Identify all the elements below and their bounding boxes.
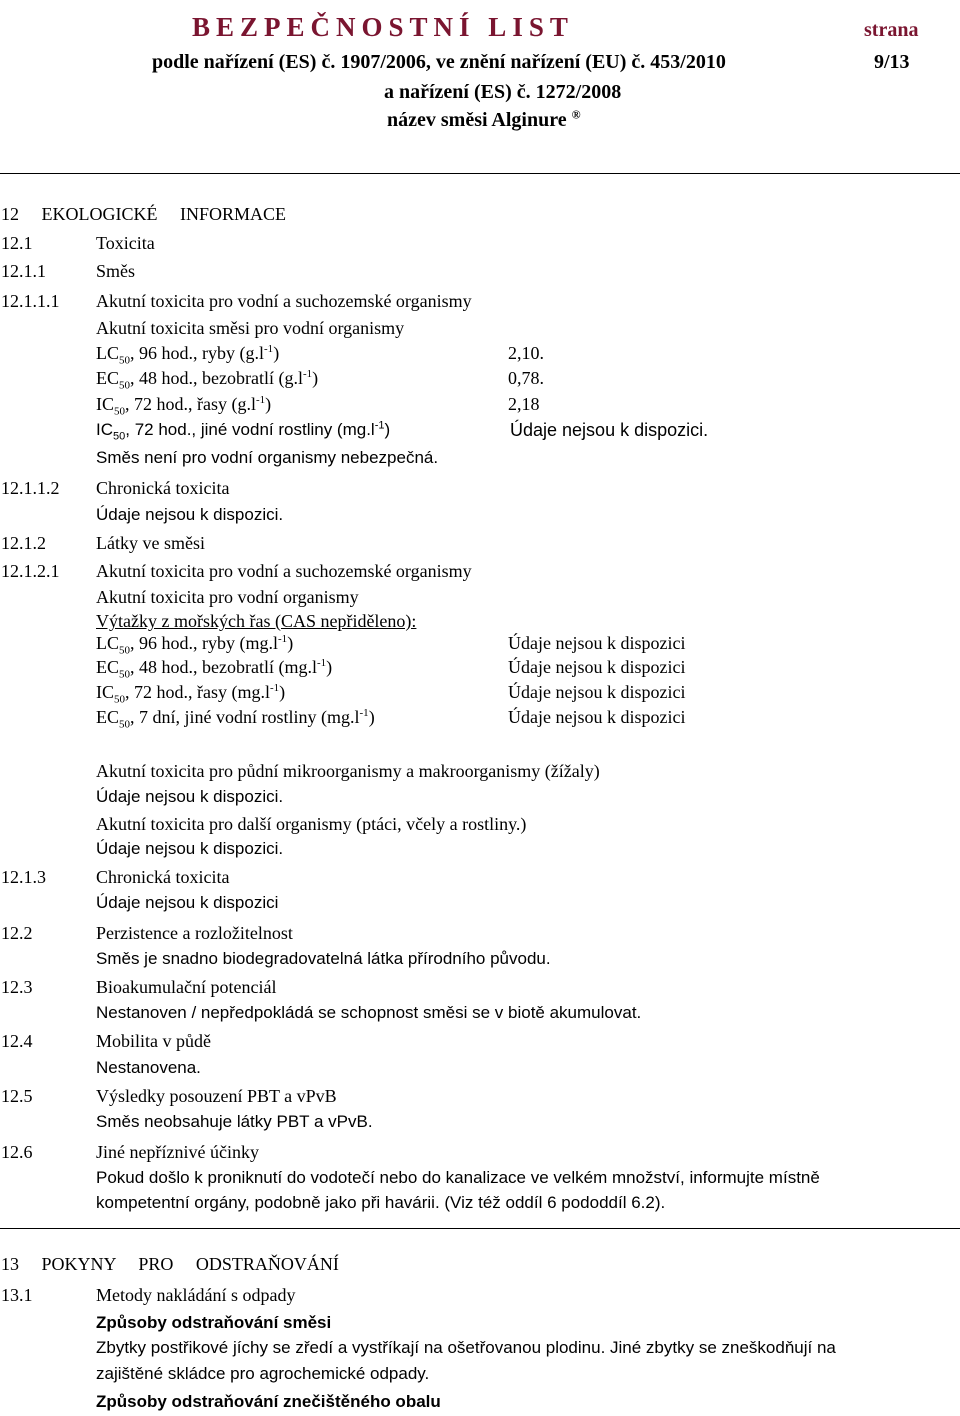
s12-6-text-line1: Pokud došlo k proniknutí do vodotečí nebo do kanalizace ve velkém množství, informujte místně	[96, 1168, 820, 1187]
s12-1-3-text: Údaje nejsou k dispozici	[96, 893, 279, 912]
header-divider	[0, 173, 960, 174]
product-name	[387, 108, 581, 132]
s12-3-number: 12.3	[1, 977, 33, 997]
s12-1-1-1-subtitle: Akutní toxicita směsi pro vodní organismy	[96, 318, 405, 338]
s12-3-label: Bioakumulační potenciál	[96, 977, 277, 997]
s12-2-number: 12.2	[1, 923, 33, 943]
s12-1-1-number: 12.1.1	[1, 261, 46, 281]
s12-1-1-2-text: Údaje nejsou k dispozici.	[96, 505, 284, 524]
section-12-title: 12 EKOLOGICKÉ INFORMACE	[1, 204, 286, 224]
s12-1-1-label: Směs	[96, 261, 136, 281]
mix-tox-value: 2,18	[508, 394, 540, 414]
s12-4-label: Mobilita v půdě	[96, 1031, 211, 1051]
other-tox-text: Údaje nejsou k dispozici.	[96, 839, 284, 858]
substance-tox-value: Údaje nejsou k dispozici	[508, 682, 686, 702]
s12-1-3-label: Chronická toxicita	[96, 867, 230, 887]
mix-disposal-text-line1: Zbytky postřikové jíchy se zředí a vystříkají na ošetřovanou plodinu. Jiné zbytky se zneškodňují na	[96, 1338, 836, 1357]
page-number: 9/13	[874, 51, 910, 73]
mix-tox-row: $LC_{50}$, 96 hod., ryby $(g.l^{-1})$	[96, 343, 280, 367]
substance-name: Výtažky z mořských řas (CAS nepřiděleno):	[96, 611, 417, 631]
s12-5-label: Výsledky posouzení PBT a vPvB	[96, 1086, 337, 1106]
s12-1-3-number: 12.1.3	[1, 867, 46, 887]
packaging-disposal-title: Způsoby odstraňování znečištěného obalu	[96, 1392, 441, 1411]
substance-tox-value: Údaje nejsou k dispozici	[508, 707, 686, 727]
mix-tox-value: 2,10.	[508, 343, 544, 363]
other-tox-title: Akutní toxicita pro další organismy (ptáci, včely a rostliny.)	[96, 814, 527, 834]
section-13-title: 13 POKYNY PRO ODSTRAŇOVÁNÍ	[1, 1254, 339, 1274]
registered-mark: ®	[571, 107, 581, 122]
mix-tox-row: $IC_{50}$, 72 hod., řasy $(g.l^{-1})$	[96, 394, 272, 418]
s12-6-number: 12.6	[1, 1142, 33, 1162]
s12-1-2-1-subtitle: Akutní toxicita pro vodní organismy	[96, 587, 359, 607]
mix-disposal-title: Způsoby odstraňování směsi	[96, 1313, 332, 1332]
substance-tox-value: Údaje nejsou k dispozici	[508, 657, 686, 677]
regulation-line-1: podle nařízení (ES) č. 1907/2006, ve znění nařízení (EU) č. 453/2010	[152, 51, 726, 73]
s13-1-number: 13.1	[1, 1285, 33, 1305]
s12-2-label: Perzistence a rozložitelnost	[96, 923, 293, 943]
soil-tox-title: Akutní toxicita pro půdní mikroorganismy a makroorganismy (žížaly)	[96, 761, 600, 781]
s12-1-1-2-number: 12.1.1.2	[1, 478, 60, 498]
s12-4-text: Nestanovena.	[96, 1058, 201, 1077]
mix-disposal-text-line2: zajištěné skládce pro agrochemické odpady.	[96, 1364, 430, 1383]
substance-tox-row: $EC_{50}$, 7 dní, jiné vodní rostliny $(mg.l^{-1})$	[96, 707, 375, 731]
s12-6-label: Jiné nepříznivé účinky	[96, 1142, 259, 1162]
mix-tox-note: Směs není pro vodní organismy nebezpečná.	[96, 448, 439, 467]
mix-tox-value: 0,78.	[508, 368, 544, 388]
s13-1-label: Metody nakládání s odpady	[96, 1285, 296, 1305]
substance-tox-row: $IC_{50}$, 72 hod., řasy $(mg.l^{-1})$	[96, 682, 286, 706]
s12-2-text: Směs je snadno biodegradovatelná látka přírodního původu.	[96, 949, 551, 968]
s12-1-1-1-label: Akutní toxicita pro vodní a suchozemské organismy	[96, 291, 472, 311]
substance-tox-row: $LC_{50}$, 96 hod., ryby $(mg.l^{-1})$	[96, 633, 294, 657]
regulation-line-2: a nařízení (ES) č. 1272/2008	[384, 81, 622, 103]
substance-tox-row: $EC_{50}$, 48 hod., bezobratlí $(mg.l^{-1})$	[96, 657, 333, 681]
s12-6-text-line2: kompetentní orgány, podobně jako při havárii. (Viz též oddíl 6 pododdíl 6.2).	[96, 1193, 666, 1212]
substance-tox-value: Údaje nejsou k dispozici	[508, 633, 686, 653]
s12-1-2-1-label: Akutní toxicita pro vodní a suchozemské organismy	[96, 561, 472, 581]
product-name-text: název směsi Alginure	[387, 109, 567, 131]
s12-1-number: 12.1	[1, 233, 33, 253]
s12-1-2-number: 12.1.2	[1, 533, 46, 553]
s12-1-1-1-number: 12.1.1.1	[1, 291, 60, 311]
document-title: BEZPEČNOSTNÍ LIST	[192, 12, 574, 42]
s12-1-1-2-label: Chronická toxicita	[96, 478, 230, 498]
soil-tox-text: Údaje nejsou k dispozici.	[96, 787, 284, 806]
mix-tox-value: Údaje nejsou k dispozici.	[510, 420, 709, 440]
s12-3-text: Nestanoven / nepředpokládá se schopnost směsi se v biotě akumulovat.	[96, 1003, 642, 1022]
mix-tox-row: $IC_{50}$, 72 hod., jiné vodní rostliny $(mg.l^{-1})$	[96, 419, 391, 443]
mix-tox-row: $EC_{50}$, 48 hod., bezobratlí $(g.l^{-1})$	[96, 368, 319, 392]
page-label: strana	[864, 19, 919, 41]
section-divider	[0, 1228, 960, 1229]
s12-5-number: 12.5	[1, 1086, 33, 1106]
s12-5-text: Směs neobsahuje látky PBT a vPvB.	[96, 1112, 373, 1131]
s12-1-2-1-number: 12.1.2.1	[1, 561, 60, 581]
s12-1-2-label: Látky ve směsi	[96, 533, 205, 553]
s12-1-label: Toxicita	[96, 233, 155, 253]
s12-4-number: 12.4	[1, 1031, 33, 1051]
